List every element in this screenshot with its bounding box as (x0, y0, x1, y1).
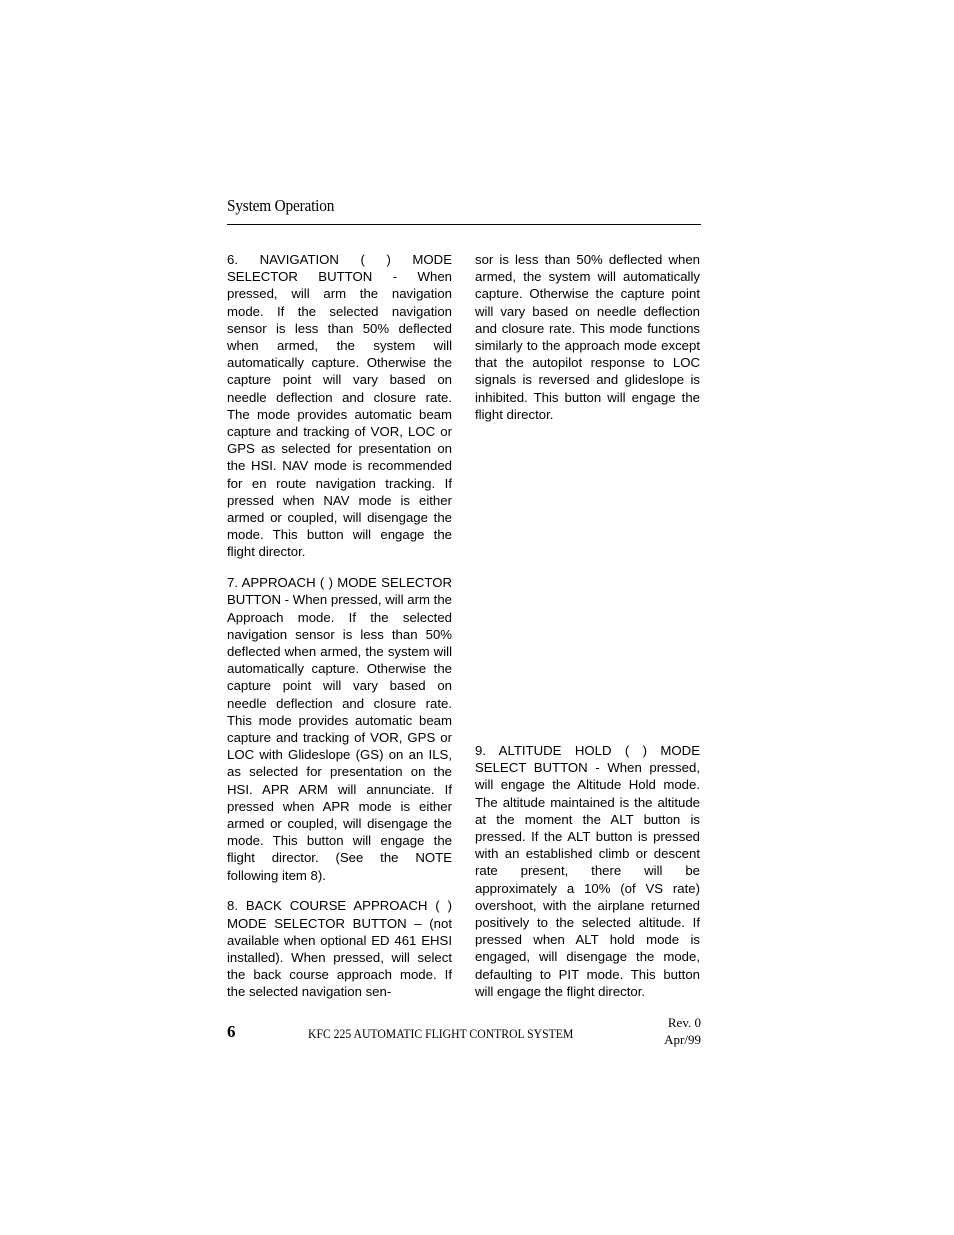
section-title: System Operation (227, 196, 335, 215)
item-8-back-course-continued: sor is less than 50% deflected when armed, the system will automatically capture. Otherwise the capture point will vary based on needle deflection and closure rate. This mode functions similarly to the approach mode except that the autopilot response to LOC signals is reversed and glideslope is inhibited. This button will engage the flight director. (475, 252, 700, 422)
item-8-back-course-start: 8. BACK COURSE APPROACH ( ) MODE SELECTOR BUTTON – (not available when optional ED 461 EHSI installed). When pressed, will select the back course approach mode. If the selected navigation sen- (227, 898, 452, 1000)
right-text-column-top (475, 251, 700, 423)
page-number: 6 (227, 1022, 236, 1041)
item-6-navigation-mode: 6. NAVIGATION ( ) MODE SELECTOR BUTTON - When pressed, will arm the navigation mode. If the selected navigation sensor is less than 50% deflected when armed, the system will automatically capture. Otherwise the capture point will vary based on needle deflection and closure rate. The mode provides automatic beam capture and tracking of VOR, LOC or GPS as selected for presentation on the HSI. NAV mode is recommended for en route navigation tracking. If pressed when NAV mode is either armed or coupled, will disengage the mode. This button will engage the flight director. (227, 252, 452, 560)
revision-block (640, 1014, 701, 1048)
left-text-column (227, 251, 452, 1001)
revision-label: Rev. 0 (667, 1015, 701, 1030)
header-divider (227, 224, 701, 225)
manual-title: KFC 225 AUTOMATIC FLIGHT CONTROL SYSTEM (308, 1026, 574, 1041)
right-text-column-bottom (475, 742, 700, 1000)
revision-date: Apr/99 (664, 1032, 701, 1047)
item-7-approach-mode: 7. APPROACH ( ) MODE SELECTOR BUTTON - When pressed, will arm the Approach mode. If the selected navigation sensor is less than 50% deflected when armed, the system will automatically capture. Otherwise the capture point will vary based on needle deflection and closure rate. This mode provides automatic beam capture and tracking of VOR, GPS or LOC with Glideslope (GS) on an ILS, as selected for presentation on the HSI. APR ARM will annunciate. If pressed when APR mode is either armed or coupled, will disengage the mode. This button will engage the flight director. (See the NOTE following item 8). (227, 575, 452, 883)
item-9-altitude-hold: 9. ALTITUDE HOLD ( ) MODE SELECT BUTTON - When pressed, will engage the Altitude Hold mode. The altitude maintained is the altitude at the moment the ALT button is pressed. If the ALT button is pressed with an established climb or descent rate present, there will be approximately a 10% (of VS rate) overshoot, with the airplane returned positively to the selected altitude. If pressed when ALT hold mode is engaged, will disengage the mode, defaulting to PIT mode. This button will engage the flight director. (475, 743, 700, 999)
